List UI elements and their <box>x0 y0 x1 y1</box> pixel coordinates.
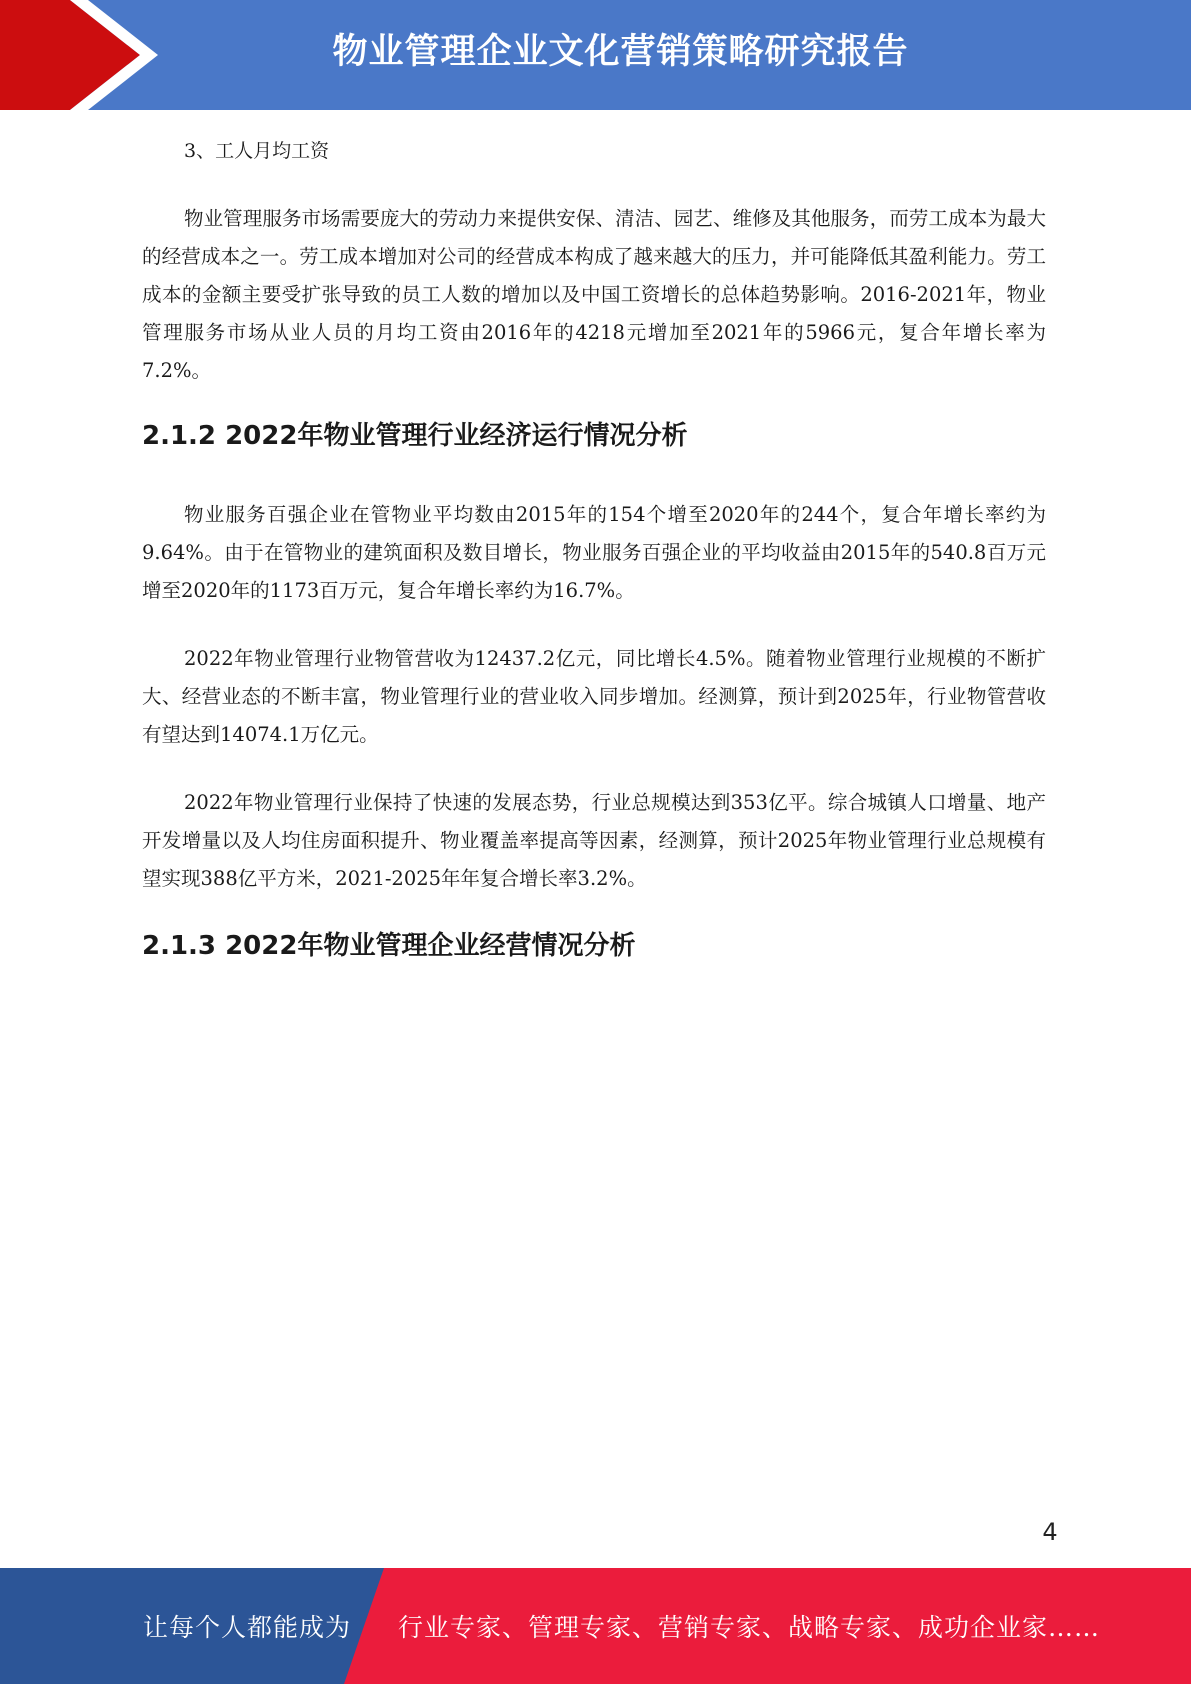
paragraph-industry-scale: 2022年物业管理行业保持了快速的发展态势，行业总规模达到353亿平。综合城镇人口增量、地产开发增量以及人均住房面积提升、物业覆盖率提高等因素，经测算，预计2025年物业管理行业总规模有望实现388亿平方米，2021-2025年年复合增长率3.2%。 <box>142 791 1046 890</box>
section-heading-2-1-2: 2.1.2 2022年物业管理行业经济运行情况分析 <box>142 421 688 451</box>
section-heading-2-1-3: 2.1.3 2022年物业管理企业经营情况分析 <box>142 931 636 961</box>
paragraph-labor-cost: 物业管理服务市场需要庞大的劳动力来提供安保、清洁、园艺、维修及其他服务，而劳工成本为最大的经营成本之一。劳工成本增加对公司的经营成本构成了越来越大的压力，并可能降低其盈利能力。劳工成本的金额主要受扩张导致的员工人数的增加以及中国工资增长的总体趋势影响。2016-2021年，物业管理服务市场从业人员的月均工资由2016年的4218元增加至2021年的5966元，复合年增长率为7.2%。 <box>142 207 1046 382</box>
subheading-monthly-wage: 3、工人月均工资 <box>184 140 330 162</box>
header-chevron-red <box>0 0 140 110</box>
paragraph-industry-revenue: 2022年物业管理行业物管营收为12437.2亿元，同比增长4.5%。随着物业管理行业规模的不断扩大、经营业态的不断丰富，物业管理行业的营业收入同步增加。经测算，预计到2025年，行业物管营收有望达到14074.1万亿元。 <box>142 647 1046 746</box>
paragraph-top100-enterprises: 物业服务百强企业在管物业平均数由2015年的154个增至2020年的244个，复合年增长率约为9.64%。由于在管物业的建筑面积及数目增长，物业服务百强企业的平均收益由2015年的540.8百万元增至2020年的1173百万元，复合年增长率约为16.7%。 <box>142 503 1046 602</box>
report-title: 物业管理企业文化营销策略研究报告 <box>332 32 909 72</box>
page-number: 4 <box>1042 1518 1058 1546</box>
document-body <box>142 132 1046 966</box>
footer-slogan-left: 让每个人都能成为 <box>143 1613 352 1642</box>
footer-slogan-right: 行业专家、管理专家、营销专家、战略专家、成功企业家…… <box>398 1613 1101 1642</box>
page-footer <box>0 1568 1191 1684</box>
page-header <box>0 0 1191 110</box>
header-chevron-decoration <box>0 0 160 110</box>
